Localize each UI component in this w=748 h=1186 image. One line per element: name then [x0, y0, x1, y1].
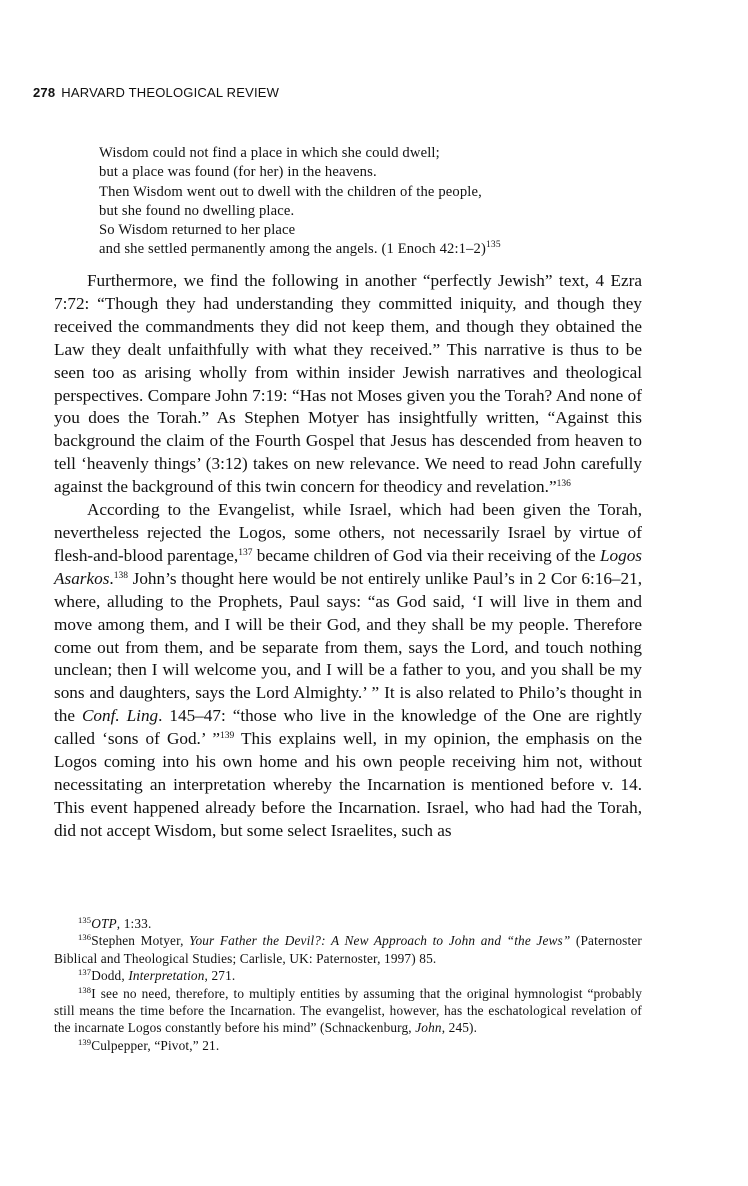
- body-text: [54, 270, 642, 843]
- quote-line-last: [99, 240, 659, 259]
- footnote-italic: Your Father the Devil?: A New Approach to John and “the Jews”: [189, 933, 571, 949]
- paragraph-1: [54, 270, 642, 499]
- footnote-ref: 139: [220, 731, 235, 742]
- footnote-text: Dodd,: [91, 968, 129, 984]
- paragraph-2: [54, 499, 642, 843]
- footnote-text: , 1:33.: [116, 916, 152, 931]
- quote-line: So Wisdom returned to her place: [99, 222, 296, 239]
- footnote-number: 136: [78, 932, 92, 943]
- quote-line: Wisdom could not find a place in which she could dwell;: [99, 145, 440, 161]
- paragraph-2-text: This explains well, in my opinion, the emphasis on the Logos coming into his own home and his own people receiving him not, without necessitating an interpretation whereby the Incarnation is mentioned before v. 14. This event happened already before the Incarnation. Israel, who had had the Torah, did not accept Wisdom, but some select Israelites, such as: [54, 729, 642, 840]
- footnote-ref: 138: [113, 570, 128, 581]
- footnote-text: I see no need, therefore, to multiply entities by assuming that the original hymnologist “probably still means the time before the Incarnation. The evangelist, however, has the eschatological revelation of the incarnate Logos constantly before his mind” (Schnackenburg,: [54, 985, 642, 1036]
- footnote-ref: 135: [486, 240, 501, 251]
- quote-line: but she found no dwelling place.: [99, 202, 295, 219]
- journal-title: HARVARD THEOLOGICAL REVIEW: [61, 85, 280, 100]
- footnote-text: Culpepper, “Pivot,” 21.: [91, 1037, 220, 1053]
- footnote-137: [54, 967, 642, 984]
- quote-line: Then Wisdom went out to dwell with the children of the people,: [99, 183, 482, 200]
- footnote-number: 139: [78, 1036, 92, 1047]
- quote-line-text: and she settled permanently among the angels. (1 Enoch 42:1–2): [99, 241, 487, 258]
- paragraph-2-text: John’s thought here would be not entirely unlike Paul’s in 2 Cor 6:16–21, where, alluding to the Prophets, Paul says: “as God said, ‘I will live in them and move among them, and I will be their God, and they shall be my people. Therefore come out from them, and be separate from them, says the Lord, and touch nothing unclean; then I will welcome you, and I will be a father to you, and you shall be my sons and daughters, says the Lord Almighty.’ ” It is also related to Philo’s thought in the: [54, 568, 642, 726]
- footnote-number: 135: [78, 915, 92, 925]
- paragraph-1-text: Furthermore, we find the following in another “perfectly Jewish” text, 4 Ezra 7:72: “Though they had understanding they committed iniquity, and though they received the commandments they did not keep them, and though they obtained the Law they dealt unfaithfully with what they received.” This narrative is thus to be seen too as arising wholly from within insider Jewish narratives and theological perspectives. Compare John 7:19: “Has not Moses given you the Torah? And none of you does the Torah.” As Stephen Motyer has insightfully written, “Against this background the claim of the Fourth Gospel that Jesus has descended from heaven to tell ‘heavenly things’ (3:12) takes on new relevance. We need to read John carefully against the background of this twin concern for theodicy and revelation.”: [54, 271, 642, 497]
- footnote-ref: 136: [556, 479, 571, 490]
- footnote-text: (Paternoster Biblical and Theological Studies; Carlisle, UK: Paternoster, 1997) 85.: [54, 933, 642, 966]
- paragraph-2-text: .: [109, 568, 114, 588]
- footnote-italic: Interpretation: [128, 968, 205, 984]
- footnote-text: Stephen Motyer,: [91, 933, 190, 949]
- footnote-ref: 137: [238, 547, 253, 558]
- paragraph-2-text: became children of God via their receiving of the: [252, 545, 600, 565]
- quote-line: but a place was found (for her) in the heavens.: [99, 164, 377, 181]
- italic-title: Conf. Ling: [81, 706, 159, 726]
- italic-term: Logos Asarkos: [54, 545, 642, 588]
- footnote-text: , 245).: [441, 1020, 478, 1036]
- running-header: [33, 85, 279, 100]
- footnote-italic: John: [415, 1020, 442, 1036]
- page-number: 278: [33, 85, 56, 100]
- footnotes: [54, 915, 642, 1054]
- paragraph-2-text: . 145–47: “those who live in the knowledge of the One are rightly called ‘sons of God.’ ”: [54, 706, 642, 749]
- footnote-136: [54, 932, 642, 967]
- footnote-135: [54, 915, 642, 932]
- paragraph-2-text: According to the Evangelist, while Israel, which had been given the Torah, nevertheless rejected the Logos, some others, not necessarily Israel by virtue of flesh-and-blood parentage,: [54, 500, 642, 565]
- footnote-139: [54, 1037, 642, 1054]
- block-quote: [99, 144, 659, 260]
- footnote-number: 137: [78, 967, 92, 978]
- footnote-138: [54, 985, 642, 1037]
- footnote-number: 138: [78, 984, 92, 995]
- footnote-italic: OTP: [91, 916, 117, 931]
- footnote-text: , 271.: [204, 968, 236, 984]
